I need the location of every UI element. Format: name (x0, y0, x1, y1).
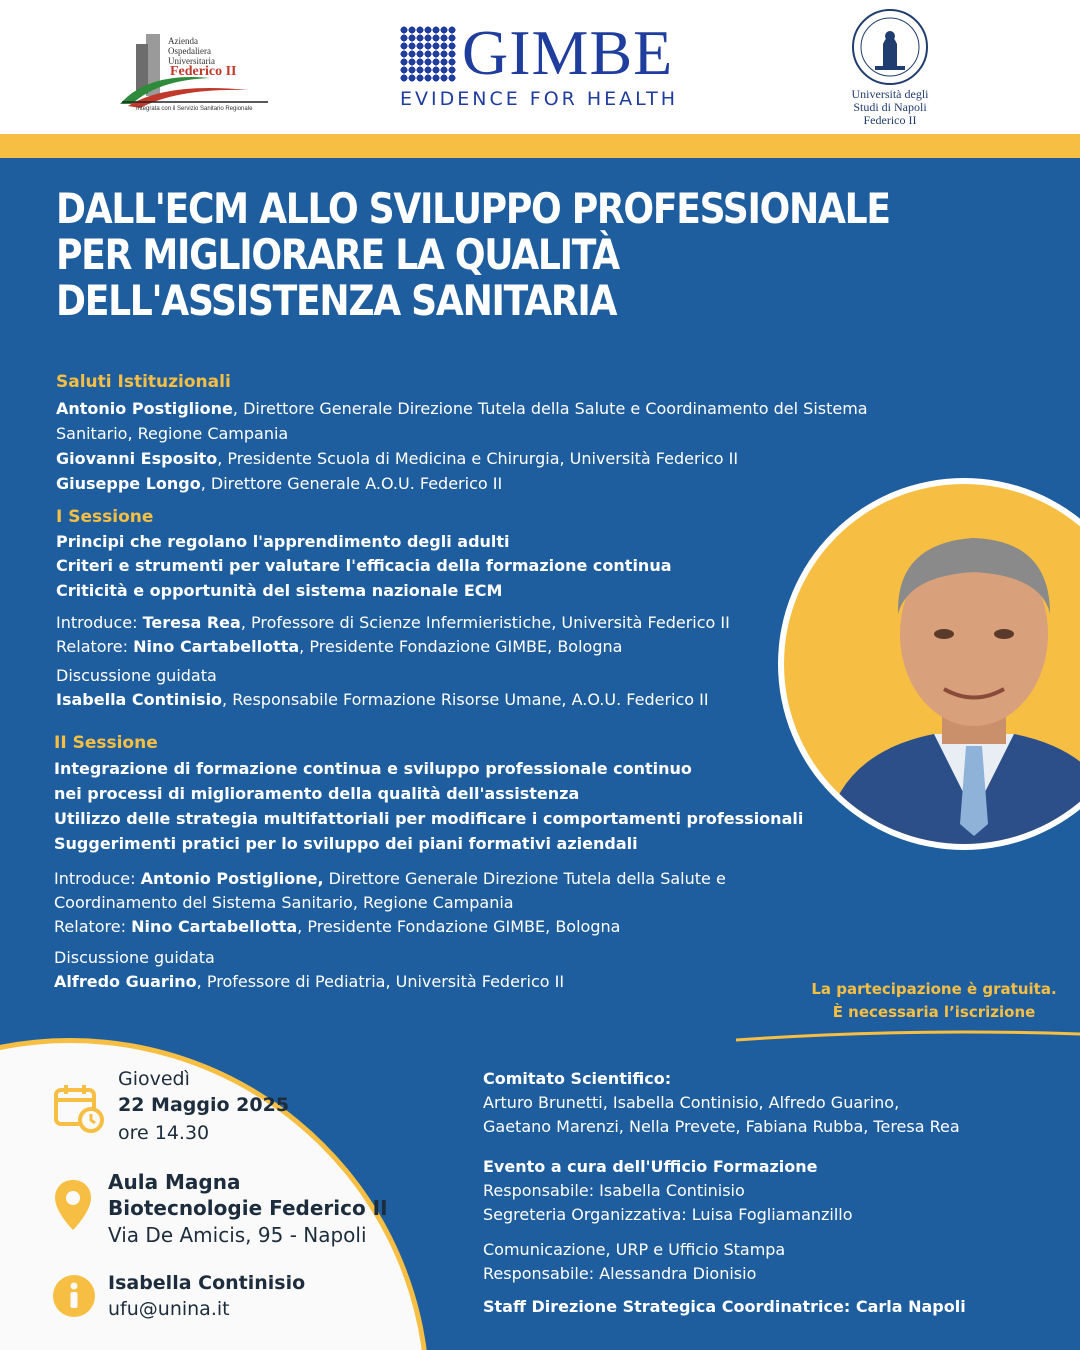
calendar-clock-icon (53, 1082, 105, 1134)
saluti-heading: Saluti Istituzionali (56, 372, 231, 392)
session1-topic: Principi che regolano l'apprendimento degli adulti (56, 532, 510, 551)
speaker-photo-icon (784, 484, 1080, 844)
session2-moderator: Alfredo Guarino, Professore di Pediatria, Università Federico II (54, 972, 565, 991)
event-day: Giovedì (118, 1068, 190, 1090)
committee-members: Arturo Brunetti, Isabella Continisio, Alfredo Guarino, (483, 1093, 900, 1112)
session2-introducer: Introduce: Antonio Postiglione, Direttore Generale Direzione Tutela della Salute e (54, 869, 726, 888)
event-date: 22 Maggio 2025 (118, 1094, 290, 1116)
gimbe-wordmark: GIMBE (462, 17, 674, 88)
training-office-heading: Evento a cura dell'Ufficio Formazione (483, 1157, 818, 1176)
session2-introducer-cont: Coordinamento del Sistema Sanitario, Regione Campania (54, 893, 514, 912)
contact-name: Isabella Continisio (108, 1272, 306, 1294)
saluti-person-3: Giuseppe Longo, Direttore Generale A.O.U. Federico II (56, 474, 503, 493)
gimbe-logo (398, 17, 688, 116)
venue-name: Aula Magna (108, 1170, 241, 1194)
session1-moderator: Isabella Continisio, Responsabile Formazione Risorse Umane, A.O.U. Federico II (56, 690, 709, 709)
info-icon (52, 1274, 96, 1318)
committee-members: Gaetano Marenzi, Nella Prevete, Fabiana Rubba, Teresa Rea (483, 1117, 960, 1136)
session2-topic: nei processi di miglioramento della qualità dell'assistenza (54, 784, 580, 803)
session2-topic: Suggerimenti pratici per lo sviluppo dei piani formativi aziendali (54, 834, 638, 853)
unina-seal-icon (851, 8, 929, 86)
speaker-portrait (784, 484, 1080, 844)
session1-topic: Criticità e opportunità del sistema nazionale ECM (56, 581, 503, 600)
gimbe-grid-icon (400, 26, 456, 82)
aou-subtitle: Integrata con il Servizio Sanitario Regionale (136, 106, 253, 112)
event-time: ore 14.30 (118, 1122, 210, 1144)
gold-band (0, 134, 1080, 158)
session2-heading: II Sessione (54, 733, 158, 753)
aou-name: Federico II (170, 64, 237, 79)
session1-heading: I Sessione (56, 507, 154, 527)
staff-coordinator: Staff Direzione Strategica Coordinatrice: Carla Napoli (483, 1297, 966, 1316)
session2-speaker: Relatore: Nino Cartabellotta, Presidente Fondazione GIMBE, Bologna (54, 917, 621, 936)
session2-topic: Utilizzo delle strategia multifattoriali per modificare i comportamenti professionali (54, 809, 804, 828)
aou-lines: Azienda Ospedaliera Universitaria (168, 36, 215, 66)
location-pin-icon (52, 1178, 94, 1232)
communication-office: Comunicazione, URP e Ufficio Stampa (483, 1240, 786, 1259)
communication-manager: Responsabile: Alessandra Dionisio (483, 1264, 757, 1283)
session1-introducer: Introduce: Teresa Rea, Professore di Scienze Infermieristiche, Università Federico II (56, 613, 730, 632)
contact-email[interactable]: ufu@unina.it (108, 1298, 230, 1320)
unina-name: Università degli Studi di Napoli Federico II (851, 87, 929, 127)
session2-discussion-label: Discussione guidata (54, 948, 215, 967)
session1-discussion-label: Discussione guidata (56, 666, 217, 685)
unina-logo (838, 8, 948, 128)
training-office-manager: Responsabile: Isabella Continisio (483, 1181, 745, 1200)
gimbe-tagline: EVIDENCE FOR HEALTH (400, 88, 679, 110)
session1-speaker: Relatore: Nino Cartabellotta, Presidente Fondazione GIMBE, Bologna (56, 637, 623, 656)
committee-heading: Comitato Scientifico: (483, 1069, 672, 1088)
session1-topic: Criteri e strumenti per valutare l'efficacia della formazione continua (56, 556, 672, 575)
venue-address: Via De Amicis, 95 - Napoli (108, 1223, 367, 1247)
saluti-person-2: Giovanni Esposito, Presidente Scuola di Medicina e Chirurgia, Università Federico II (56, 449, 739, 468)
saluti-person-1: Antonio Postiglione, Direttore Generale Direzione Tutela della Salute e Coordinamento del Sistema (56, 399, 868, 418)
venue-building: Biotecnologie Federico II (108, 1196, 388, 1220)
training-office-secretary: Segreteria Organizzativa: Luisa Fogliamanzillo (483, 1205, 853, 1224)
aou-logo (118, 20, 278, 120)
session2-topic: Integrazione di formazione continua e sviluppo professionale continuo (54, 759, 692, 778)
note-underline-icon (736, 1028, 1080, 1042)
participation-note: La partecipazione è gratuita. È necessaria l’iscrizione (811, 980, 1057, 1021)
page-title: DALL'ECM ALLO SVILUPPO PROFESSIONALE PER MIGLIORARE LA QUALITÀ DELL'ASSISTENZA SANITARIA (56, 184, 890, 325)
saluti-person-1-cont: Sanitario, Regione Campania (56, 424, 289, 443)
